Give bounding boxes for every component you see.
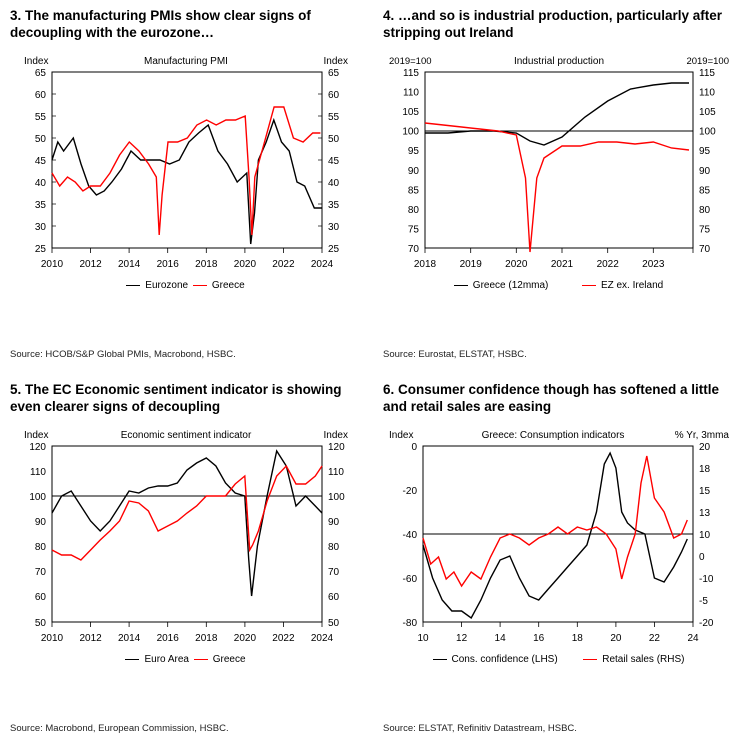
- svg-text:30: 30: [34, 221, 46, 233]
- panel-3-series: [52, 107, 322, 244]
- svg-text:80: 80: [407, 204, 419, 216]
- panel-3-legend-item-0: Eurozone: [145, 279, 189, 291]
- panel-5-legend-item-1: Greece: [212, 653, 246, 665]
- svg-text:2020: 2020: [233, 258, 257, 270]
- svg-text:80: 80: [34, 541, 46, 553]
- panel-4-legend-item-1: EZ ex. Ireland: [600, 279, 664, 291]
- svg-text:80: 80: [328, 541, 340, 553]
- svg-text:2010: 2010: [40, 632, 64, 644]
- svg-text:90: 90: [328, 516, 340, 528]
- panel-4-chart-title: Industrial production: [513, 55, 605, 67]
- panel-6-svg: [383, 422, 736, 652]
- svg-text:40: 40: [34, 177, 46, 189]
- svg-text:50: 50: [34, 617, 46, 629]
- svg-text:70: 70: [407, 243, 419, 255]
- svg-text:100: 100: [402, 126, 419, 138]
- svg-text:60: 60: [328, 89, 340, 101]
- panel-3: [0, 0, 373, 374]
- panel-5-chart: [10, 422, 363, 665]
- svg-text:2014: 2014: [117, 632, 141, 644]
- svg-text:60: 60: [34, 591, 46, 603]
- panel-5-chart-title: Economic sentiment indicator: [120, 429, 252, 441]
- panel-3-ylabel: Index: [24, 55, 49, 67]
- svg-text:0: 0: [411, 441, 417, 453]
- svg-text:24: 24: [687, 632, 699, 644]
- svg-text:75: 75: [699, 224, 711, 236]
- panel-6-source: Source: ELSTAT, Refinitiv Datastream, HSBC.: [383, 723, 577, 734]
- svg-text:55: 55: [328, 111, 340, 123]
- panel-4-legend: [383, 280, 736, 291]
- svg-text:10: 10: [699, 529, 711, 541]
- panel-4-chart: [383, 48, 736, 291]
- svg-text:70: 70: [328, 566, 340, 578]
- svg-text:20: 20: [699, 441, 711, 453]
- svg-text:60: 60: [328, 591, 340, 603]
- panel-6: [373, 374, 746, 748]
- svg-text:2016: 2016: [156, 258, 179, 270]
- panel-4-svg: [383, 48, 736, 278]
- svg-text:-10: -10: [699, 573, 714, 585]
- panel-5-svg: [10, 422, 363, 652]
- svg-text:95: 95: [699, 145, 711, 157]
- svg-text:2020: 2020: [233, 632, 257, 644]
- svg-text:90: 90: [699, 165, 711, 177]
- panel-4-ylabel: 2019=100: [389, 55, 432, 67]
- svg-text:2024: 2024: [310, 632, 334, 644]
- svg-text:2018: 2018: [195, 632, 218, 644]
- panel-5-title: 5. The EC Economic sentiment indicator is showing even clearer signs of decoupling: [10, 382, 342, 414]
- panel-4-legend-item-0: Greece (12mma): [472, 279, 549, 291]
- panel-3-svg: [10, 48, 363, 278]
- svg-text:-20: -20: [699, 617, 714, 629]
- svg-text:120: 120: [328, 441, 345, 453]
- svg-text:15: 15: [699, 485, 711, 497]
- svg-text:16: 16: [533, 632, 545, 644]
- svg-text:115: 115: [403, 67, 419, 79]
- panel-6-title: 6. Consumer confidence though has softened a little and retail sales are easing: [383, 382, 720, 414]
- svg-text:14: 14: [494, 632, 506, 644]
- svg-text:40: 40: [328, 177, 340, 189]
- svg-text:100: 100: [29, 491, 46, 503]
- svg-text:2019: 2019: [459, 258, 482, 270]
- svg-text:2016: 2016: [156, 632, 179, 644]
- svg-text:2012: 2012: [79, 258, 102, 270]
- svg-text:2010: 2010: [40, 258, 64, 270]
- svg-text:-80: -80: [402, 617, 417, 629]
- svg-text:110: 110: [699, 87, 715, 99]
- svg-text:-5: -5: [699, 595, 708, 607]
- svg-text:105: 105: [699, 106, 716, 118]
- panel-3-chart: [10, 48, 363, 291]
- svg-text:2024: 2024: [310, 258, 334, 270]
- svg-text:2018: 2018: [413, 258, 437, 270]
- panel-6-chart: [383, 422, 736, 665]
- svg-text:85: 85: [407, 185, 419, 197]
- svg-text:90: 90: [34, 516, 46, 528]
- svg-text:20: 20: [610, 632, 622, 644]
- svg-text:100: 100: [699, 126, 716, 138]
- panel-6-legend-item-1: Retail sales (RHS): [602, 653, 685, 665]
- svg-text:22: 22: [648, 632, 660, 644]
- panel-5-ylabel: Index: [24, 429, 49, 441]
- panel-3-source: Source: HCOB/S&P Global PMIs, Macrobond, HSBC.: [10, 349, 236, 360]
- svg-text:2018: 2018: [195, 258, 218, 270]
- panel-3-legend-item-1: Greece: [211, 279, 245, 291]
- svg-text:100: 100: [328, 491, 345, 503]
- svg-text:-40: -40: [402, 529, 417, 541]
- svg-text:60: 60: [34, 89, 46, 101]
- svg-text:110: 110: [403, 87, 419, 99]
- panel-4: [373, 0, 746, 374]
- panel-3-title: 3. The manufacturing PMIs show clear signs of decoupling with the eurozone…: [10, 8, 311, 40]
- svg-text:2022: 2022: [272, 258, 295, 270]
- svg-text:-20: -20: [402, 485, 417, 497]
- svg-text:45: 45: [34, 155, 46, 167]
- svg-text:2021: 2021: [550, 258, 574, 270]
- svg-text:105: 105: [402, 106, 419, 118]
- panel-4-series: [425, 83, 689, 252]
- svg-text:115: 115: [699, 67, 715, 79]
- panel-6-ylabel-right: % Yr, 3mma: [674, 429, 729, 441]
- svg-text:13: 13: [699, 507, 711, 519]
- svg-text:95: 95: [407, 145, 419, 157]
- panel-6-legend: [383, 654, 736, 665]
- panel-3-chart-title: Manufacturing PMI: [144, 55, 228, 67]
- svg-text:70: 70: [34, 566, 46, 578]
- svg-text:2012: 2012: [79, 632, 102, 644]
- panel-6-ylabel: Index: [389, 429, 414, 441]
- svg-text:85: 85: [699, 185, 711, 197]
- panel-4-ylabel-right: 2019=100: [686, 55, 729, 67]
- panel-5-ylabel-right: Index: [323, 429, 348, 441]
- panel-3-legend: [10, 280, 363, 291]
- svg-text:110: 110: [328, 466, 344, 478]
- svg-text:90: 90: [407, 165, 419, 177]
- panel-5-series: [52, 451, 322, 596]
- panel-4-title: 4. …and so is industrial production, particularly after stripping out Ireland: [383, 8, 723, 40]
- svg-text:18: 18: [571, 632, 583, 644]
- svg-text:25: 25: [328, 243, 340, 255]
- svg-text:75: 75: [407, 224, 419, 236]
- panel-5-source: Source: Macrobond, European Commission, HSBC.: [10, 723, 229, 734]
- svg-text:2022: 2022: [596, 258, 619, 270]
- panel-5-legend-item-0: Euro Area: [144, 653, 189, 665]
- svg-text:0: 0: [699, 551, 705, 563]
- svg-text:45: 45: [328, 155, 340, 167]
- panel-6-series: [423, 453, 687, 618]
- svg-text:50: 50: [34, 133, 46, 145]
- panel-5-legend: [10, 654, 363, 665]
- svg-text:2023: 2023: [642, 258, 665, 270]
- svg-text:35: 35: [328, 199, 340, 211]
- svg-text:55: 55: [34, 111, 46, 123]
- panel-4-source: Source: Eurostat, ELSTAT, HSBC.: [383, 349, 527, 360]
- svg-text:70: 70: [699, 243, 711, 255]
- svg-text:35: 35: [34, 199, 46, 211]
- svg-text:2020: 2020: [505, 258, 528, 270]
- svg-text:2022: 2022: [272, 632, 295, 644]
- svg-text:65: 65: [34, 67, 46, 79]
- svg-text:30: 30: [328, 221, 340, 233]
- panel-5: [0, 374, 373, 748]
- svg-text:12: 12: [456, 632, 468, 644]
- svg-text:18: 18: [699, 463, 711, 475]
- panel-3-ylabel-right: Index: [323, 55, 348, 67]
- svg-text:2014: 2014: [117, 258, 141, 270]
- svg-text:50: 50: [328, 133, 340, 145]
- panel-6-chart-title: Greece: Consumption indicators: [481, 429, 625, 441]
- svg-text:50: 50: [328, 617, 340, 629]
- svg-text:120: 120: [29, 441, 46, 453]
- svg-text:10: 10: [417, 632, 429, 644]
- svg-text:80: 80: [699, 204, 711, 216]
- svg-text:110: 110: [30, 466, 46, 478]
- svg-text:65: 65: [328, 67, 340, 79]
- svg-text:-60: -60: [402, 573, 417, 585]
- panel-6-legend-item-0: Cons. confidence (LHS): [451, 653, 558, 665]
- svg-text:25: 25: [34, 243, 46, 255]
